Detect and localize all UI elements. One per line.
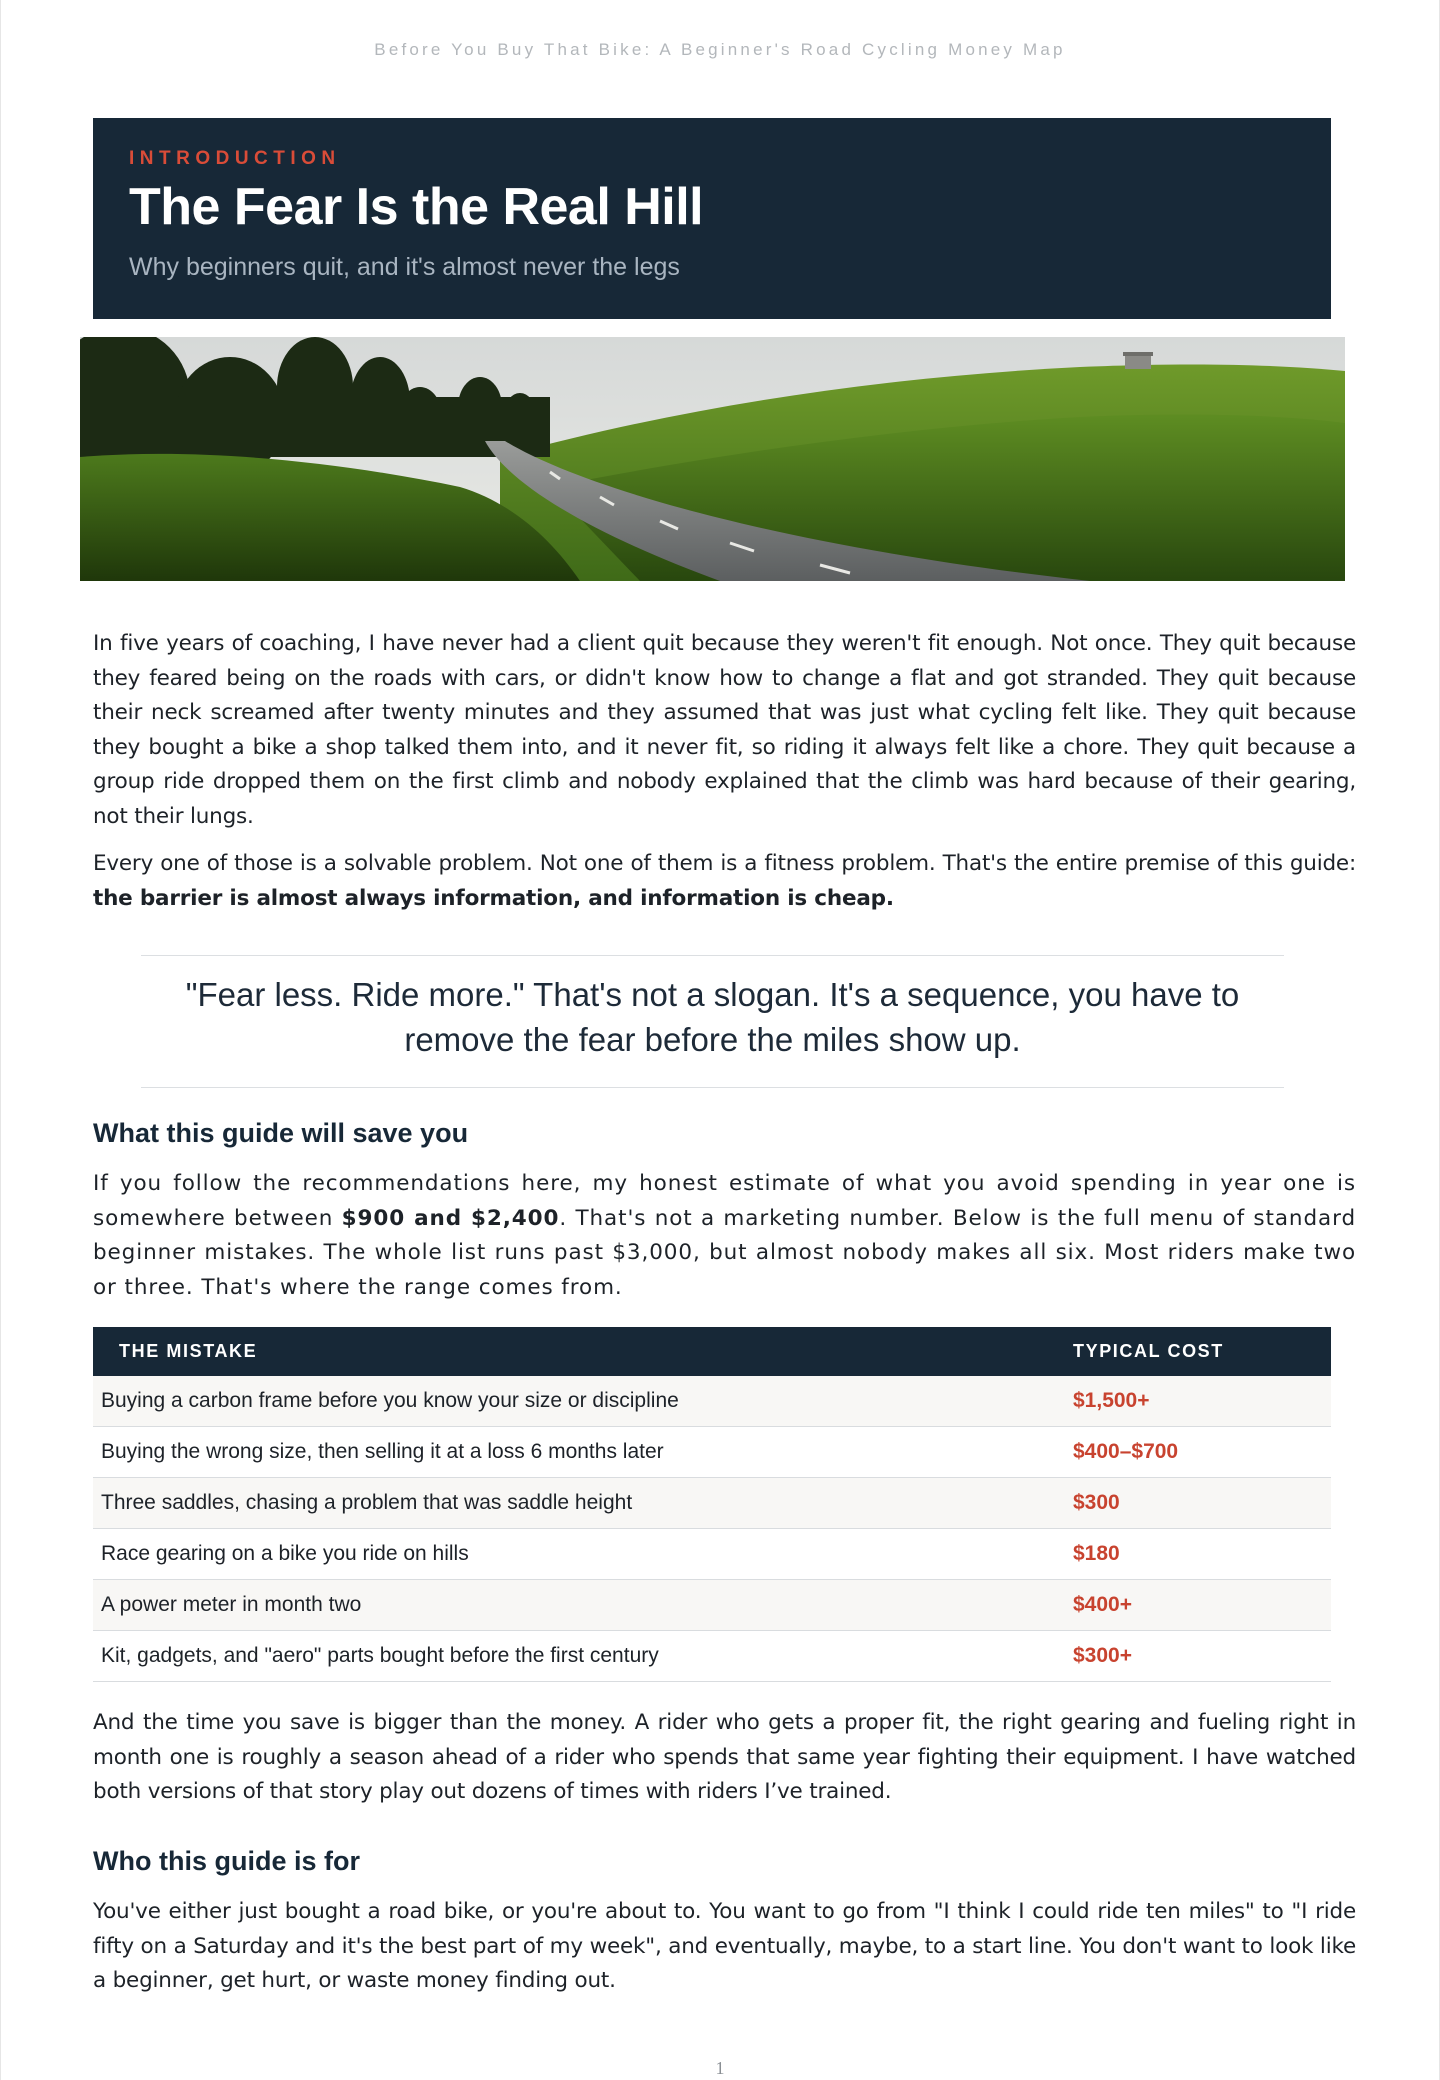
chapter-title: The Fear Is the Real Hill bbox=[129, 178, 704, 236]
page-number: 1 bbox=[715, 2058, 725, 2078]
savings-text-lead: If you follow the recommendations here, my honest estimate of what you avoid spending in year one is somewhere between bbox=[93, 1171, 1356, 1231]
mistake-cell: Buying the wrong size, then selling it at a loss 6 months later bbox=[93, 1427, 1071, 1478]
cost-cell: $300 bbox=[1071, 1478, 1331, 1529]
table-row bbox=[93, 1427, 1331, 1478]
intro-paragraph: In five years of coaching, I have never had a client quit because they weren't fit enough. Not once. They quit because they feared being on the roads with cars, or didn't know how to change a flat and got stranded. They quit because their neck screamed after twenty minutes and they assumed that was just what cycling felt like. They quit because they bought a bike a shop talked them into, and it never fit, so riding it always felt like a chore. They quit because a group ride dropped them on the first climb and nobody explained that the climb was hard because of their gearing, not their lungs. bbox=[93, 631, 1356, 829]
premise-emphasis: the barrier is almost always information, and information is cheap. bbox=[93, 885, 894, 911]
savings-paragraph bbox=[93, 1167, 1356, 1305]
mistake-cost-table bbox=[93, 1327, 1331, 1682]
savings-text-tail: . That's not a marketing number. Below is the full menu of standard beginner mistakes. The whole list runs past $3,000, but almost nobody makes all six. Most riders make two or three. That's where the range comes from. bbox=[93, 1205, 1356, 1300]
column-header-mistake: THE MISTAKE bbox=[93, 1327, 1071, 1376]
table-row bbox=[93, 1580, 1331, 1631]
premise-paragraph bbox=[93, 847, 1356, 916]
table-row bbox=[93, 1376, 1331, 1427]
cost-cell: $300+ bbox=[1071, 1631, 1331, 1682]
quote-rule-top bbox=[141, 955, 1284, 956]
landscape-photo bbox=[80, 337, 1345, 581]
cost-cell: $180 bbox=[1071, 1529, 1331, 1580]
time-savings-paragraph: And the time you save is bigger than the money. A rider who gets a proper fit, the right gearing and fueling right in month one is roughly a season ahead of a rider who spends that same year fighting their equipment. I have watched both versions of that story play out dozens of times with riders I’ve trained. bbox=[93, 1710, 1356, 1804]
landscape-illustration bbox=[80, 337, 1345, 581]
mistake-cell: Buying a carbon frame before you know your size or discipline bbox=[93, 1376, 1071, 1427]
column-header-cost: TYPICAL COST bbox=[1071, 1327, 1331, 1376]
mistake-cell: Three saddles, chasing a problem that was saddle height bbox=[93, 1478, 1071, 1529]
audience-paragraph: You've either just bought a road bike, or you're about to. You want to go from "I think I could ride ten miles" to "I ride fifty on a Saturday and it's the best part of my week", and eventually, maybe, to a start line. You don't want to look like a beginner, get hurt, or waste money finding out. bbox=[93, 1899, 1356, 1993]
chapter-banner bbox=[93, 118, 1331, 319]
mistake-cell: Race gearing on a bike you ride on hills bbox=[93, 1529, 1071, 1580]
pull-quote: "Fear less. Ride more." That's not a slogan. It's a sequence, you have to remove the fear before the miles show up. bbox=[185, 976, 1240, 1058]
table-header-row bbox=[93, 1327, 1331, 1376]
section-heading-audience: Who this guide is for bbox=[93, 1846, 360, 1876]
table-row bbox=[93, 1478, 1331, 1529]
premise-text: Every one of those is a solvable problem. Not one of them is a fitness problem. That's the entire premise of this guide: bbox=[93, 851, 1356, 876]
table-row bbox=[93, 1529, 1331, 1580]
page-edge-left bbox=[0, 0, 1, 2080]
cost-cell: $400+ bbox=[1071, 1580, 1331, 1631]
mistake-cell: A power meter in month two bbox=[93, 1580, 1071, 1631]
quote-rule-bottom bbox=[141, 1087, 1284, 1088]
cost-cell: $400–$700 bbox=[1071, 1427, 1331, 1478]
mistake-cell: Kit, gadgets, and "aero" parts bought before the first century bbox=[93, 1631, 1071, 1682]
cost-cell: $1,500+ bbox=[1071, 1376, 1331, 1427]
chapter-eyebrow: INTRODUCTION bbox=[129, 148, 341, 169]
section-heading-savings: What this guide will save you bbox=[93, 1118, 469, 1148]
table-row bbox=[93, 1631, 1331, 1682]
chapter-subtitle: Why beginners quit, and it's almost never the legs bbox=[129, 252, 680, 281]
running-header: Before You Buy That Bike: A Beginner's Road Cycling Money Map bbox=[374, 40, 1066, 59]
savings-range: $900 and $2,400 bbox=[341, 1205, 560, 1231]
